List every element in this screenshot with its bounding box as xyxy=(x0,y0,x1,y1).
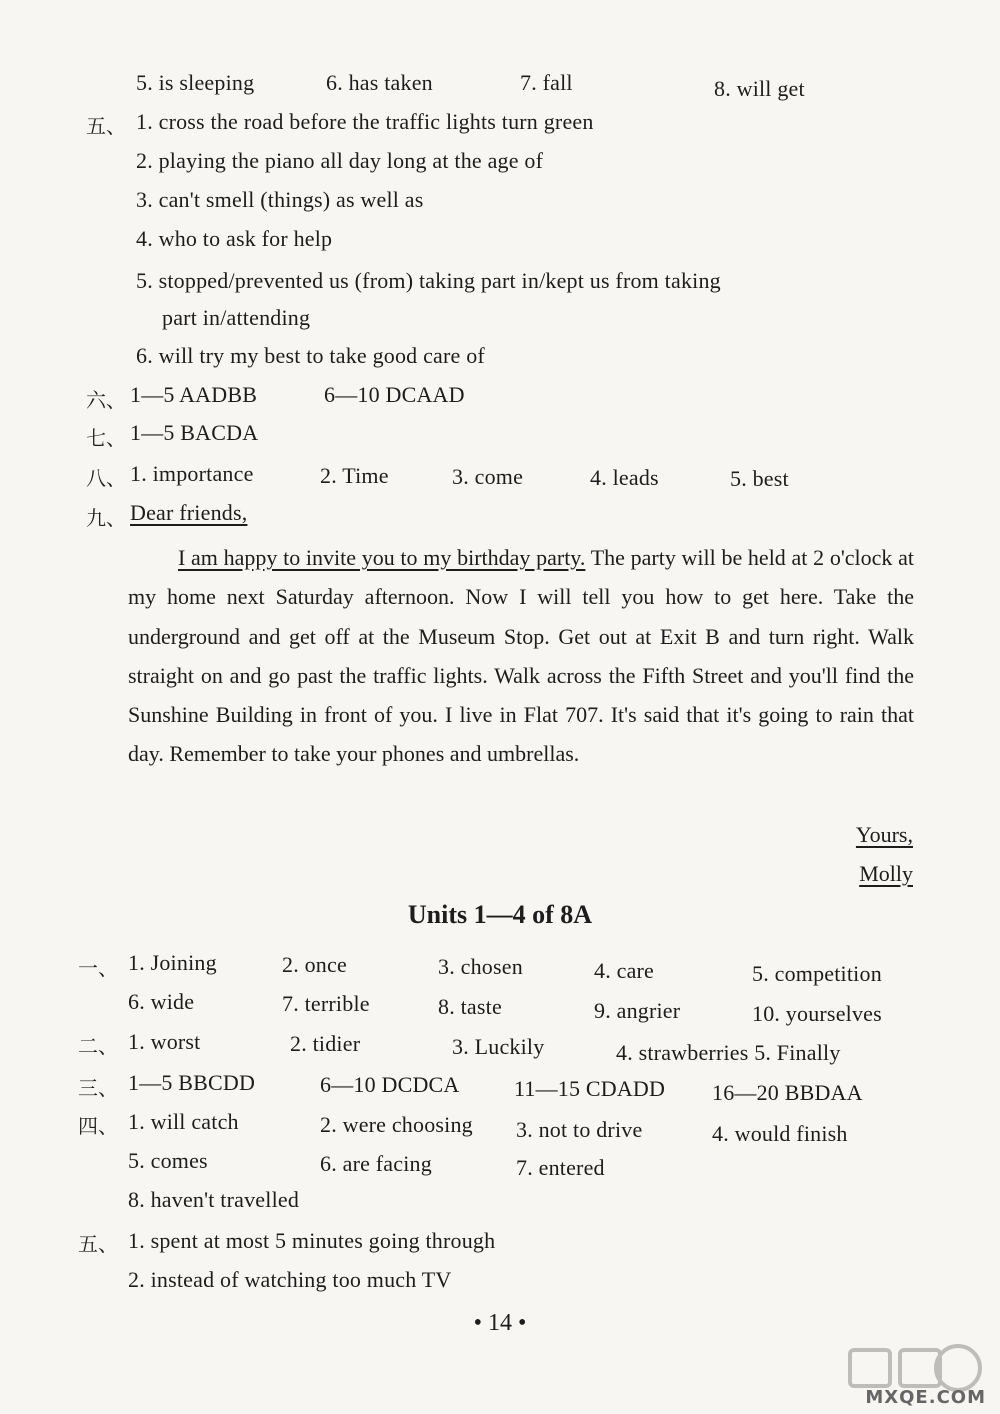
answer-line: 3. can't smell (things) as well as xyxy=(136,187,424,212)
section-label: 二、 xyxy=(78,1034,118,1058)
section-label: 一、 xyxy=(78,956,118,980)
answer-item: 2. were choosing xyxy=(320,1112,473,1137)
answer-item: 16—20 BBDAA xyxy=(712,1080,863,1105)
answer-item: 4. leads xyxy=(590,465,659,490)
section-label: 五、 xyxy=(78,1232,118,1256)
letter-greeting: Dear friends, xyxy=(130,500,248,525)
answer-item: 5. comes xyxy=(128,1148,208,1173)
answer-item: 3. not to drive xyxy=(516,1117,643,1142)
answer-line: part in/attending xyxy=(162,305,311,330)
answer-line: 2. playing the piano all day long at the age of xyxy=(136,148,544,173)
answer-item: 8. haven't travelled xyxy=(128,1187,300,1212)
watermark-text: MXQE.COM xyxy=(865,1387,986,1408)
answer-line: 2. instead of watching too much TV xyxy=(128,1267,452,1292)
answer-item: 6. are facing xyxy=(320,1151,432,1176)
answer-item: 6. wide xyxy=(128,989,195,1014)
answer-item: 4. strawberries 5. Finally xyxy=(616,1040,841,1065)
answer-line: 1. cross the road before the traffic lights turn green xyxy=(136,109,594,134)
letter-body xyxy=(128,538,914,774)
section-label: 六、 xyxy=(86,388,126,412)
answer-item: 1. importance xyxy=(130,461,254,486)
answer-item: 4. would finish xyxy=(712,1121,848,1146)
answer-item: 10. yourselves xyxy=(752,1001,882,1026)
answer-item: 1. worst xyxy=(128,1029,201,1054)
answer-item: 1. Joining xyxy=(128,950,217,975)
answer-line: 1. spent at most 5 minutes going through xyxy=(128,1228,496,1253)
letter-body-text: The party will be held at 2 o'clock at my home next Saturday afternoon. Now I will tell you how to get here. Take the underground and get off at the Museum Stop. Get out at Exit B and turn right. Walk straight on and go past the traffic lights. Walk across the Fifth Street and you'll find the Sunshine Building in front of you. I live in Flat 707. It's said that it's going to rain that day. Remember to take your phones and umbrellas. xyxy=(128,545,915,767)
answer-item: 5. is sleeping xyxy=(136,70,255,95)
answer-item: 3. Luckily xyxy=(452,1034,545,1059)
answer-line: 6—10 DCAAD xyxy=(324,382,465,407)
answer-line: 6. will try my best to take good care of xyxy=(136,343,485,368)
answer-line: 1—5 AADBB xyxy=(130,382,258,407)
answer-item: 5. best xyxy=(730,466,789,491)
answer-item: 7. terrible xyxy=(282,991,370,1016)
answer-item: 7. fall xyxy=(520,70,573,95)
answer-item: 11—15 CDADD xyxy=(514,1076,666,1101)
answer-item: 8. taste xyxy=(438,994,502,1019)
answer-item: 8. will get xyxy=(714,76,805,101)
answer-line: 1—5 BACDA xyxy=(130,420,259,445)
answer-item: 4. care xyxy=(594,958,655,983)
answer-item: 2. Time xyxy=(320,463,389,488)
answer-item: 9. angrier xyxy=(594,998,681,1023)
answer-item: 1—5 BBCDD xyxy=(128,1070,256,1095)
section-label: 七、 xyxy=(86,426,126,450)
section-label: 八、 xyxy=(86,466,126,490)
answer-item: 3. come xyxy=(452,464,524,489)
unit-title: Units 1—4 of 8A xyxy=(407,900,593,929)
answer-item: 6—10 DCDCA xyxy=(320,1072,460,1097)
answer-item: 2. once xyxy=(282,952,347,977)
answer-item: 5. competition xyxy=(752,961,882,986)
answer-line: 4. who to ask for help xyxy=(136,226,333,251)
answer-item: 7. entered xyxy=(516,1155,605,1180)
page-number: • 14 • xyxy=(473,1310,527,1336)
letter-closing: Yours, xyxy=(855,822,913,847)
letter-first-sentence: I am happy to invite you to my birthday party. xyxy=(178,545,586,570)
section-label: 五、 xyxy=(86,114,126,138)
section-label: 四、 xyxy=(78,1114,118,1138)
answer-item: 1. will catch xyxy=(128,1109,239,1134)
section-label: 九、 xyxy=(86,506,126,530)
answer-item: 2. tidier xyxy=(290,1031,361,1056)
answer-line: 5. stopped/prevented us (from) taking part in/kept us from taking xyxy=(136,268,721,293)
answer-item: 6. has taken xyxy=(326,70,433,95)
answer-item: 3. chosen xyxy=(438,954,523,979)
section-label: 三、 xyxy=(78,1076,118,1100)
letter-signature: Molly xyxy=(859,861,913,886)
